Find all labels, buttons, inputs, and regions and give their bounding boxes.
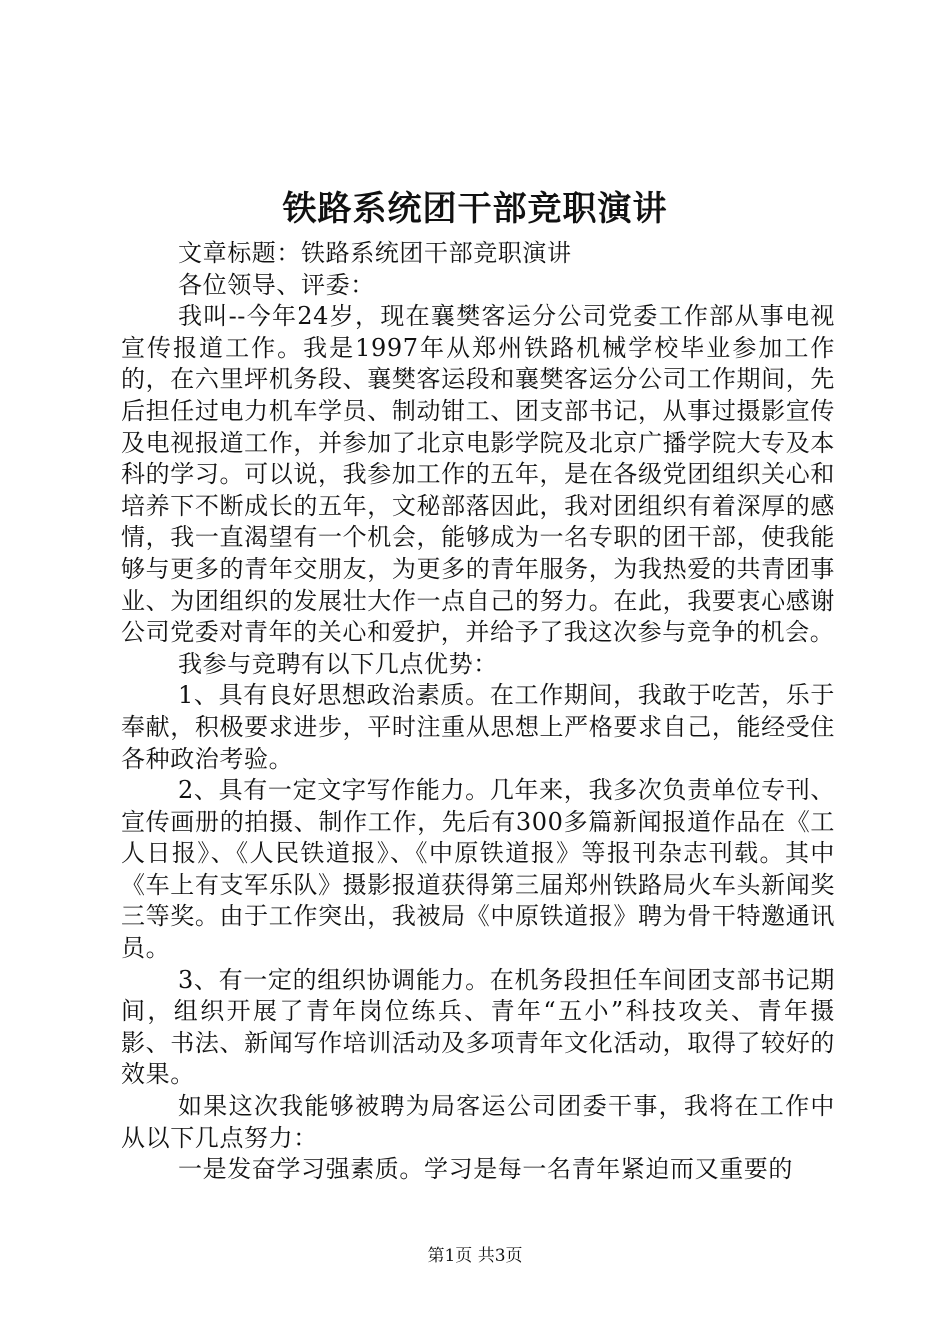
document-title: 铁路系统团干部竞职演讲 <box>282 189 668 229</box>
paragraph-advantages-heading: 我参与竞聘有以下几点优势： <box>178 649 498 678</box>
paragraph-plans-heading: 如果这次我能够被聘为局客运公司团委干事，我将在工作中从以下几点努力： <box>121 1092 835 1152</box>
paragraph-plan-1: 一是发奋学习强素质。学习是每一名青年紧迫而又重要的 <box>178 1155 793 1184</box>
paragraph-advantage-2: 2、具有一定文字写作能力。几年来，我多次负责单位专刊、宣传画册的拍摄、制作工作，先后有300多篇新闻报道作品在《工人日报》、《人民铁道报》、《中原铁道报》等报刊杂志刊载。其中《车上有支军乐队》摄影报道获得第三届郑州铁路局火车头新闻奖三等奖。由于工作突出，我被局《中原铁道报》聘为骨干特邀通讯员。 <box>121 776 835 963</box>
paragraph-advantage-3: 3、有一定的组织协调能力。在机务段担任车间团支部书记期间，组织开展了青年岗位练兵、青年“五小”科技攻关、青年摄影、书法、新闻写作培训活动及多项青年文化活动，取得了较好的效果。 <box>121 965 835 1089</box>
page-number-footer: 第1页 共3页 <box>427 1246 523 1266</box>
paragraph-salutation: 各位领导、评委： <box>178 270 375 299</box>
paragraph-advantage-1: 1、具有良好思想政治素质。在工作期间，我敢于吃苦，乐于奉献，积极要求进步，平时注重从思想上严格要求自己，能经受住各种政治考验。 <box>121 681 835 773</box>
paragraph-introduction: 我叫--今年24岁，现在襄樊客运分公司党委工作部从事电视宣传报道工作。我是1997年从郑州铁路机械学校毕业参加工作的，在六里坪机务段、襄樊客运段和襄樊客运分公司工作期间，先后担任过电力机车学员、制动钳工、团支部书记，从事过摄影宣传及电视报道工作，并参加了北京电影学院及北京广播学院大专及本科的学习。可以说，我参加工作的五年，是在各级党团组织关心和培养下不断成长的五年，文秘部落因此，我对团组织有着深厚的感情，我一直渴望有一个机会，能够成为一名专职的团干部，使我能够与更多的青年交朋友，为更多的青年服务，为我热爱的共青团事业、为团组织的发展壮大作一点自己的努力。在此，我要衷心感谢公司党委对青年的关心和爱护，并给予了我这次参与竞争的机会。 <box>121 302 835 647</box>
document-body <box>121 238 835 1186</box>
paragraph-article-title: 文章标题：铁路系统团干部竞职演讲 <box>178 239 572 267</box>
